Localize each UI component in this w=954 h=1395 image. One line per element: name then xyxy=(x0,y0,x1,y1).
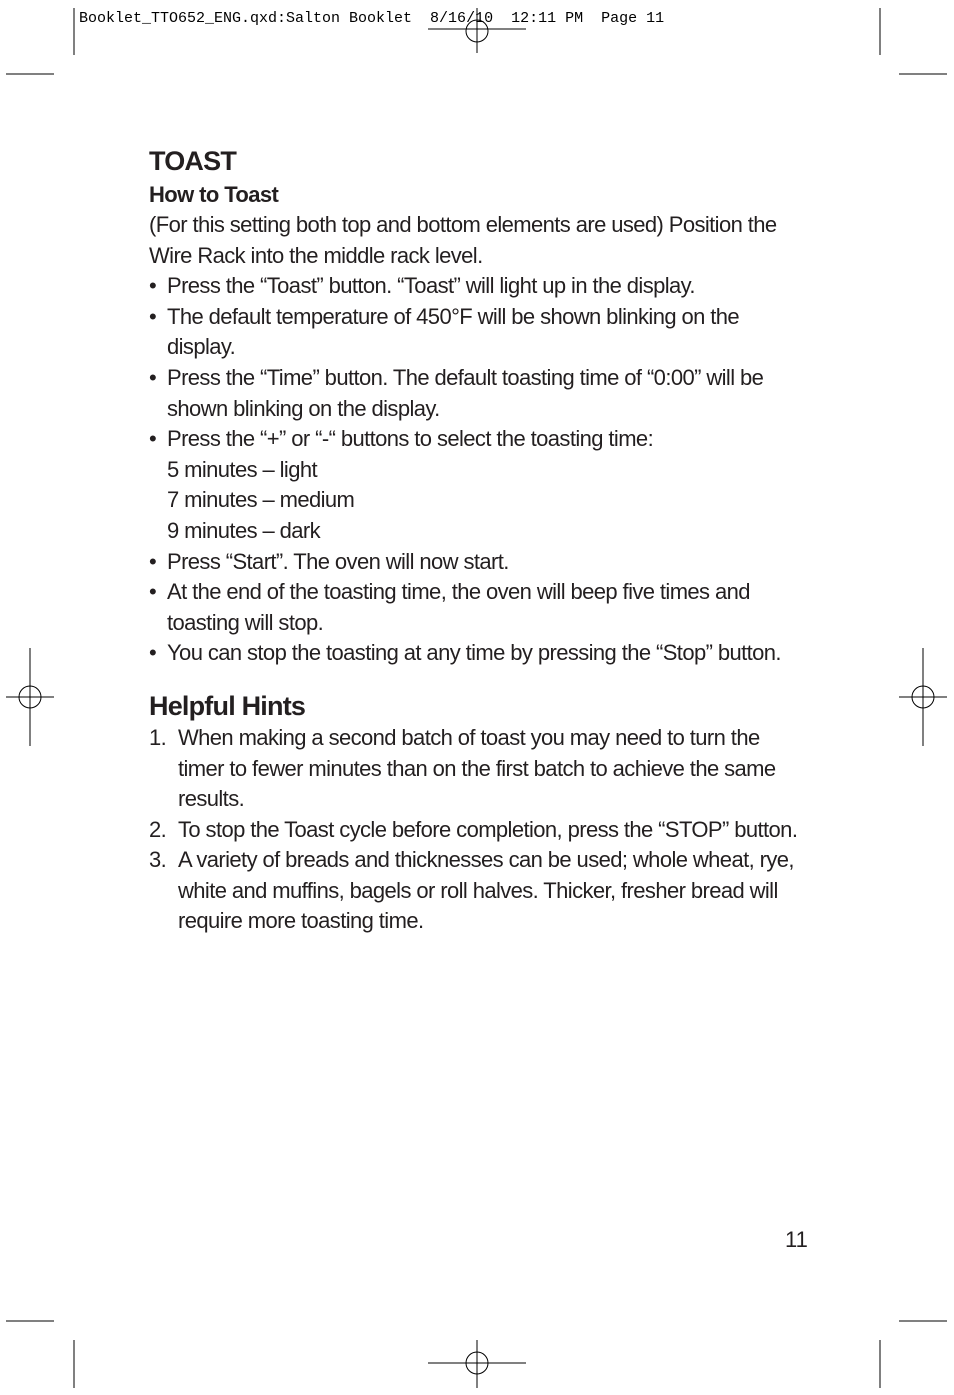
toast-steps-list xyxy=(149,271,809,669)
list-item-text: The default temperature of 450°F will be shown blinking on the display. xyxy=(167,303,740,360)
list-item-text: Press the “Time” button. The default toasting time of “0:00” will be shown blinking on the display. xyxy=(167,364,764,421)
intro-paragraph: (For this setting both top and bottom elements are used) Position the Wire Rack into the middle rack level. xyxy=(149,212,777,268)
list-item-text: A variety of breads and thicknesses can be used; whole wheat, rye, white and muffins, bagels or roll halves. Thicker, fresher bread will require more toasting time. xyxy=(178,847,794,934)
list-item xyxy=(149,815,809,846)
list-item-number: 1. xyxy=(149,724,167,750)
list-item xyxy=(149,577,809,638)
toast-time-medium: 7 minutes – medium xyxy=(167,487,355,513)
bullet-icon: • xyxy=(149,303,157,329)
bullet-icon: • xyxy=(149,640,157,666)
list-item xyxy=(149,638,809,669)
registration-mark-left xyxy=(6,648,54,746)
bullet-icon: • xyxy=(149,426,157,452)
section-title-helpful-hints: Helpful Hints xyxy=(149,690,306,721)
bullet-icon: • xyxy=(149,273,157,299)
toast-time-dark: 9 minutes – dark xyxy=(167,517,321,543)
list-item-text: When making a second batch of toast you may need to turn the timer to fewer minutes than on the first batch to achieve the same results. xyxy=(178,724,776,812)
bullet-icon: • xyxy=(149,364,157,390)
list-item xyxy=(149,845,809,937)
registration-mark-right xyxy=(899,648,947,746)
list-item xyxy=(149,302,809,363)
list-item-text: Press “Start”. The oven will now start. xyxy=(167,548,509,574)
list-item-text: At the end of the toasting time, the oven will beep five times and toasting will stop. xyxy=(167,579,750,635)
list-item xyxy=(149,271,809,302)
print-slug-line: Booklet_TTO652_ENG.qxd:Salton Booklet 8/16/10 12:11 PM Page 11 xyxy=(79,10,665,27)
helpful-hints-list xyxy=(149,723,809,937)
list-item xyxy=(149,723,809,815)
list-item xyxy=(149,424,809,546)
manual-content xyxy=(149,144,809,937)
subsection-title-how-to-toast: How to Toast xyxy=(149,182,279,207)
list-item xyxy=(149,363,809,424)
page-number: 11 xyxy=(785,1227,808,1252)
list-item-number: 2. xyxy=(149,816,167,842)
list-item xyxy=(149,547,809,578)
list-item-number: 3. xyxy=(149,847,167,873)
list-item-text: You can stop the toasting at any time by pressing the “Stop” button. xyxy=(167,640,781,666)
list-item-text: To stop the Toast cycle before completion, press the “STOP” button. xyxy=(178,816,798,842)
registration-mark-bottom xyxy=(428,1340,526,1388)
toast-time-light: 5 minutes – light xyxy=(167,456,317,482)
list-item-text: Press the “Toast” button. “Toast” will light up in the display. xyxy=(167,273,695,299)
bullet-icon: • xyxy=(149,579,157,605)
bullet-icon: • xyxy=(149,548,157,574)
list-item-text: Press the “+” or “-“ buttons to select the toasting time: xyxy=(167,426,654,452)
section-title-toast: TOAST xyxy=(149,146,237,176)
